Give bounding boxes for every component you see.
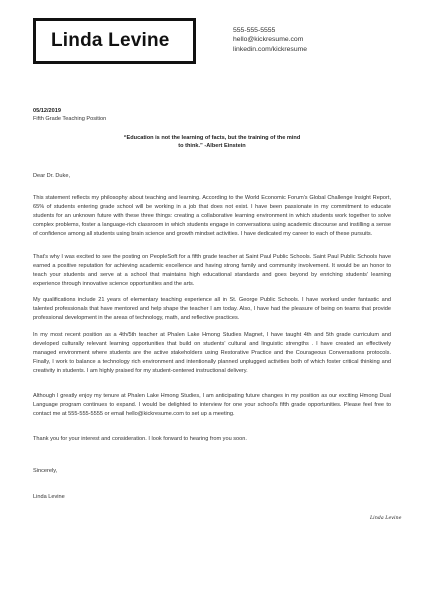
paragraph-current-position: In my most recent position as a 4th/5th teacher at Phalen Lake Hmong Studies Magnet, I have taught 4th and 5th grade curriculum and developed culturally relevant learning opportunities that build on students' cultural and linguistic strengths . I have created an effectively managed environment where students are the active stakeholders using Restorative Practice and the Courageous Conversations protocols. Finally, I work to balance a technology rich environment and intentionally planned unplugged activities both of which foster critical thinking and creativity in students. I am highly praised for my student-centered instructional delivery. [33, 332, 391, 374]
paragraph-future: Although I greatly enjoy my tenure at Phalen Lake Hmong Studies, I am anticipating future changes in my position as our exciting Hmong Dual Language program continues to expand. I would be delighted to interview for one your school's fifth grade opportunities. Please feel free to contact me at 555-555-5555 or email hello@kickresume.com to set up a meeting. [33, 393, 391, 417]
thanks-line: Thank you for your interest and consideration. I look forward to hearing from you soon. [33, 436, 247, 442]
phone-number: 555-555-5555 [233, 27, 276, 34]
email-address: hello@kickresume.com [233, 36, 304, 44]
handwritten-signature: Linda Levine [370, 516, 402, 521]
contact-info [233, 26, 307, 54]
paragraph-philosophy: This statement reflects my philosophy about teaching and learning. According to the World Economic Forum's Global Challenge Insight Report, 65% of students entering grade school will be working in a job that does not exist. I have been passionate in my commitment to educate students for an unknown future with these three things: creating a collaborative learning environment in which students work together to solve complex problems, foster a language-rich classroom in which students engage in conversations using academic discourse and instilling a sense of confidence among all students using brain science and growth mindset activities. I have dedicated my career to each of these pursuits. [33, 195, 391, 237]
signer-name: Linda Levine [33, 494, 65, 500]
website-link: linkedin.com/kickresume [233, 45, 308, 53]
closing-line: Sincerely, [33, 468, 58, 474]
position-title: Fifth Grade Teaching Position [33, 116, 107, 122]
paragraph-qualifications: My qualifications include 21 years of elementary teaching experience all in St. George Public Schools. I have worked under fantastic and talented professionals that have mentored and help shape the teacher I am today. Also, I have had the pleasure of being on teams that provide professional development in the areas of technology, math, and reflective practices. [33, 297, 391, 321]
letter-date: 05/12/2019 [33, 108, 61, 114]
paragraph-posting: That's why I was excited to see the posting on PeopleSoft for a fifth grade teacher at Saint Paul Public Schools. Saint Paul Public Schools have earned a positive reputation for achieving academic excellence and having strong family and community involvement. It would be an honor to teach your students and serve at a school that maintains high educational standards and goes beyond by enriching students' learning experience through innovative science opportunities and the arts. [33, 254, 391, 287]
opening-quote [33, 134, 391, 151]
quote-line-1: “Education is not the learning of facts, but the training of the mind [123, 135, 301, 141]
quote-line-2: to think.” -Albert Einstein [178, 143, 246, 150]
name-header-box [33, 18, 196, 64]
salutation: Dear Dr. Duke, [33, 173, 70, 179]
applicant-name: Linda Levine [51, 30, 170, 51]
